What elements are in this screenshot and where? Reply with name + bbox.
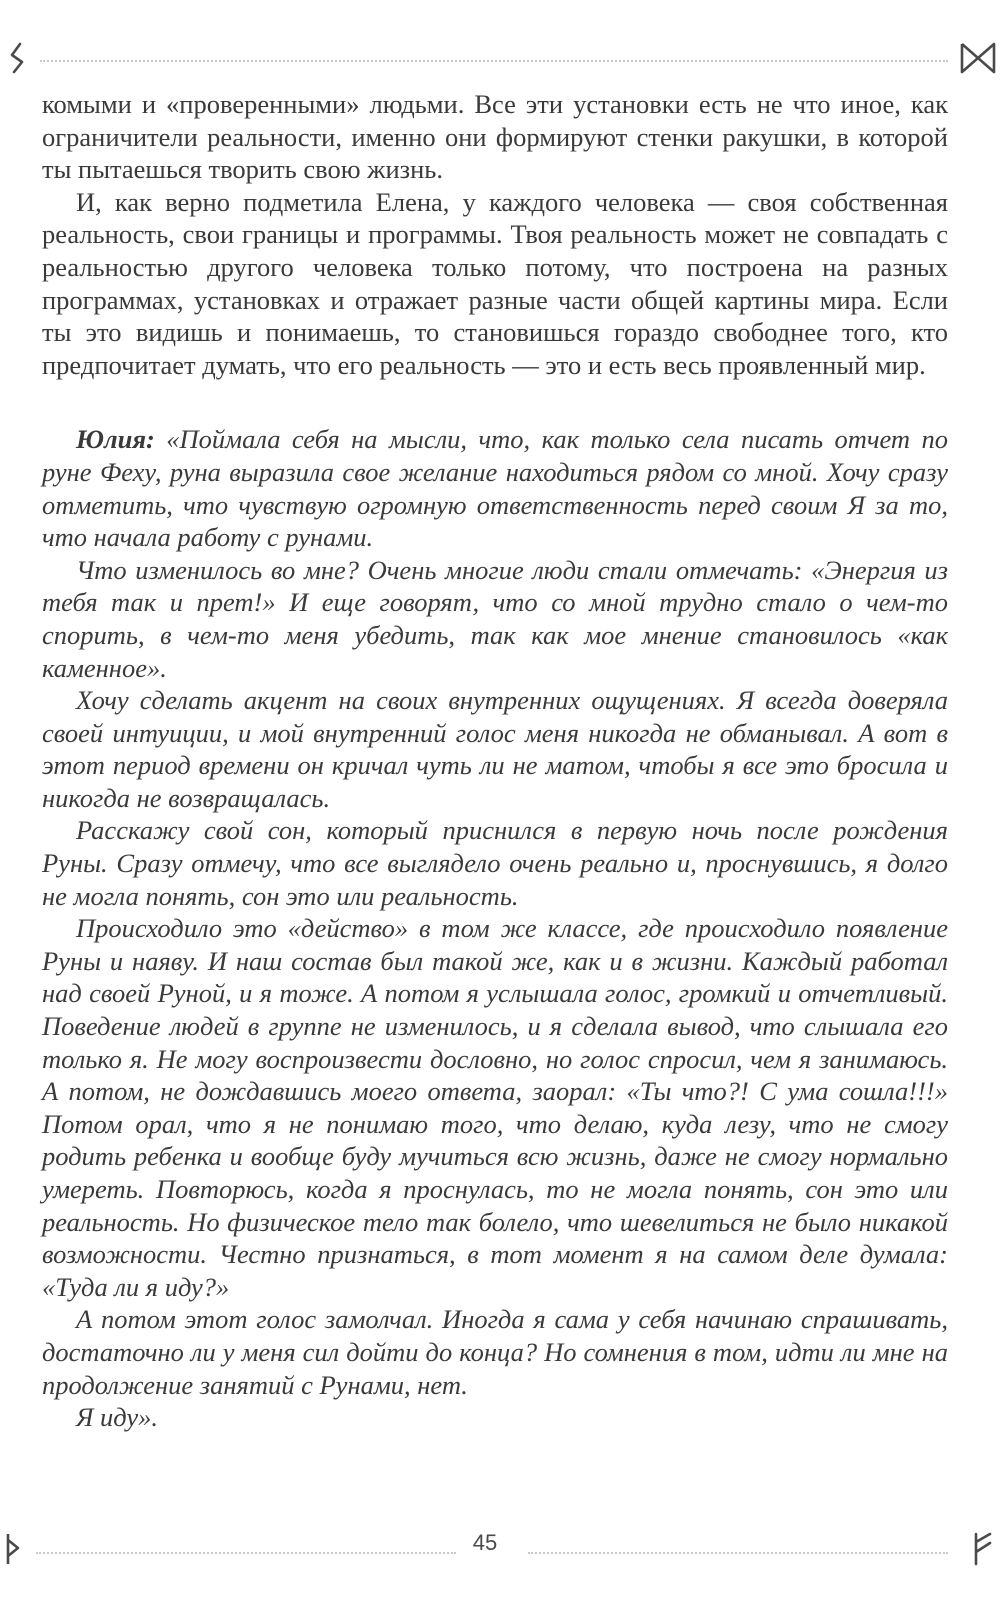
testimony-text: «Поймала себя на мысли, что, как только села писать отчет по руне Феху, руна выразила свое желание находиться рядом со мной. Хочу сразу отметить, что чувствую огромную ответственность перед своим Я за то, что начала работу с рунами. xyxy=(42,424,948,553)
rune-dagaz-icon xyxy=(958,38,998,78)
paragraph-testimony-end: Я иду». xyxy=(76,1402,158,1433)
rune-thurisaz-icon xyxy=(0,1528,40,1568)
speaker-name: Юлия: xyxy=(76,424,155,455)
paragraph-testimony: Что изменилось во мне? Очень многие люди стали отмечать: «Энергия из тебя так и прет!» И еще говорят, что со мной трудно стало о чем-то спорить, в чем-то меня убедить, так как мое мнение становилось «как каменное». xyxy=(42,554,948,683)
rune-fehu-glyph xyxy=(962,1528,1000,1568)
paragraph-testimony: А потом этот голос замолчал. Иногда я сама у себя начинаю спрашивать, достаточно ли у меня сил дойти до конца? Но сомнения в том, идти ли мне на продолжение занятий с Рунами, нет. xyxy=(42,1304,948,1400)
paragraph-testimony: Происходило это «действо» в том же классе, где происходило появление Руны и наяву. И наш состав был такой же, как и в жизни. Каждый работал над своей Руной, и я тоже. А потом я услышала голос, громкий и отчетливый. Поведение людей в группе не изменилось, и я сделала вывод, что слышала его только я. Не могу воспроизвести дословно, но голос спросил, чем я занимаюсь. А потом, не дождавшись моего ответа, заорал: «Ты что?! С ума сошла!!!» Потом орал, что я не понимаю того, что делаю, куда лезу, что не смогу родить ребенка и вообще буду мучиться всю жизнь, даже не смогу нормально умереть. Повторюсь, когда я проснулась, то не могла понять, сон это или реальность. Но физическое тело так болело, что шевелиться не было никакой возможности. Честно признаться, в тот момент я на самом деле думала: «Туда ли я иду?» xyxy=(42,913,948,1302)
footer-rule-left xyxy=(36,1552,456,1554)
section-gap xyxy=(42,381,948,423)
footer-rule-right xyxy=(528,1552,948,1554)
paragraph-testimony: Расскажу свой сон, который приснился в первую ночь после рождения Руны. Сразу отмечу, что все выглядело очень реально и, проснувшись, я долго не могла понять, сон это или реальность. xyxy=(42,815,948,911)
rune-thurisaz-glyph xyxy=(0,1528,40,1568)
paragraph-testimony-intro xyxy=(42,423,948,553)
page-body xyxy=(42,88,948,1434)
rune-fehu-icon xyxy=(962,1528,1000,1568)
paragraph-continuation: комыми и «проверенными» людьми. Все эти установки есть не что иное, как ограничители реальности, именно они формируют стенки ракушки, в которой ты пытаешься творить свою жизнь. xyxy=(42,89,948,185)
rune-dagaz-glyph xyxy=(958,38,998,78)
page-number: 45 xyxy=(472,1530,498,1555)
paragraph-testimony: Хочу сделать акцент на своих внутренних ощущениях. Я всегда доверяла своей интуиции, и мой внутренний голос меня никогда не обманывал. А вот в этот период времени он кричал чуть ли не матом, чтобы я все это бросила и никогда не возвращалась. xyxy=(42,685,948,813)
rune-sowilo-icon xyxy=(4,38,44,78)
rune-sowilo-glyph xyxy=(4,38,44,78)
header-rule xyxy=(40,60,948,62)
paragraph-author-commentary: И, как верно подметила Елена, у каждого человека — своя собственная реальность, свои границы и программы. Твоя реальность может не совпадать с реальностью другого человека только потому, что построена на разных программах, установках и отражает разные части общей картины мира. Если ты это видишь и понимаешь, то становишься гораздо свободнее того, кто предпочитает думать, что его реальность — это и есть весь проявленный мир. xyxy=(42,186,948,380)
